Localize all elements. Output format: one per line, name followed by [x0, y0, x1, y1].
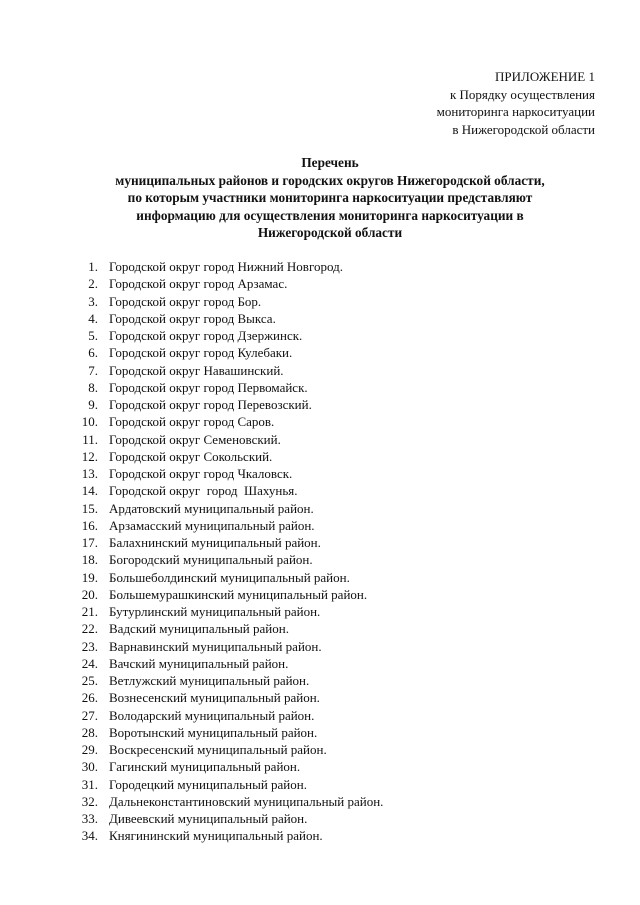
list-item	[76, 551, 383, 568]
list-item	[76, 413, 383, 430]
list-item-text: Городской округ город Нижний Новгород.	[109, 259, 343, 274]
list-item-text: Арзамасский муниципальный район.	[109, 517, 315, 533]
list-item-number: 1.	[88, 259, 98, 274]
list-item-text: Вознесенский муниципальный район.	[109, 690, 320, 706]
appendix-line: в Нижегородской области	[452, 121, 595, 137]
list-item-number: 33.	[81, 811, 98, 826]
list-item-number: 9.	[88, 397, 98, 412]
list-item-number: 31.	[81, 776, 98, 792]
list-item	[76, 689, 383, 706]
list-item-number: 7.	[88, 362, 98, 378]
list-item-number: 8.	[88, 379, 98, 395]
list-item-number: 26.	[81, 690, 98, 706]
list-item	[76, 500, 383, 517]
appendix-block	[437, 68, 595, 138]
list-item-number: 20.	[81, 586, 98, 602]
list-item	[76, 327, 383, 344]
list-item-number: 19.	[81, 569, 98, 585]
appendix-line: к Порядку осуществления	[449, 86, 595, 102]
list-item	[76, 448, 383, 465]
list-item-text: Городской округ город Первомайск.	[109, 379, 308, 395]
list-item-text: Володарский муниципальный район.	[109, 707, 315, 723]
list-item	[76, 344, 383, 361]
list-item-text: Княгининский муниципальный район.	[109, 828, 323, 844]
list-item	[76, 776, 383, 793]
list-item-number: 24.	[81, 655, 98, 671]
list-item-text: Городецкий муниципальный район.	[109, 776, 307, 792]
list-item-text: Городской округ город Шахунья.	[109, 483, 298, 499]
list-item-text: Богородский муниципальный район.	[109, 552, 313, 568]
list-item-number: 16.	[81, 517, 98, 533]
list-item	[76, 482, 383, 499]
list-item-number: 6.	[88, 345, 98, 361]
list-item	[76, 741, 383, 758]
list-item-text: Городской округ Сокольский.	[109, 448, 273, 464]
list-item-number: 22.	[81, 621, 98, 637]
document-heading	[60, 154, 600, 242]
heading-line: муниципальных районов и городских округов Нижегородской области,	[115, 172, 545, 188]
list-item-text: Городской округ Навашинский.	[109, 362, 284, 378]
list-item	[76, 517, 383, 534]
list-item-number: 25.	[81, 673, 98, 688]
list-item-number: 18.	[81, 552, 98, 568]
list-item	[76, 293, 383, 310]
list-item	[76, 810, 383, 827]
district-list	[76, 258, 383, 845]
list-item	[76, 569, 383, 586]
list-item	[76, 603, 383, 620]
list-item-number: 34.	[81, 828, 98, 844]
list-item-text: Городской округ город Бор.	[109, 293, 262, 309]
list-item-text: Городской округ город Арзамас.	[109, 276, 288, 292]
list-item	[76, 758, 383, 775]
list-item-text: Городской округ город Кулебаки.	[109, 345, 293, 361]
list-item	[76, 620, 383, 637]
list-item	[76, 638, 383, 655]
list-item-number: 3.	[88, 293, 98, 309]
heading-title: Перечень	[301, 155, 359, 170]
list-item	[76, 431, 383, 448]
appendix-line: мониторинга наркоситуации	[436, 104, 595, 119]
list-item	[76, 396, 383, 413]
list-item-number: 21.	[81, 604, 98, 619]
list-item-text: Городской округ город Выкса.	[109, 310, 276, 326]
list-item-number: 32.	[81, 793, 98, 809]
list-item-number: 28.	[81, 724, 98, 740]
list-item-number: 30.	[81, 759, 98, 775]
list-item	[76, 724, 383, 741]
heading-line: по которым участники мониторинга наркоситуации представляют	[127, 190, 533, 205]
list-item	[76, 310, 383, 327]
list-item-text: Дальнеконстантиновский муниципальный район.	[109, 793, 384, 809]
list-item-text: Воротынский муниципальный район.	[109, 724, 318, 740]
list-item-number: 29.	[81, 742, 98, 757]
list-item-number: 13.	[81, 466, 98, 481]
list-item-text: Ардатовский муниципальный район.	[109, 500, 314, 516]
list-item	[76, 534, 383, 551]
appendix-title: ПРИЛОЖЕНИЕ 1	[495, 69, 595, 84]
list-item	[76, 362, 383, 379]
list-item-number: 27.	[81, 707, 98, 723]
list-item-number: 2.	[88, 276, 98, 292]
list-item-text: Городской округ Семеновский.	[109, 431, 281, 447]
list-item-text: Бутурлинский муниципальный район.	[109, 604, 321, 619]
list-item	[76, 827, 383, 844]
list-item	[76, 586, 383, 603]
list-item	[76, 672, 383, 689]
list-item-text: Большемурашкинский муниципальный район.	[109, 586, 368, 602]
list-item-number: 5.	[88, 328, 98, 343]
list-item-number: 17.	[81, 535, 98, 550]
list-item	[76, 655, 383, 672]
list-item-number: 11.	[82, 431, 98, 447]
list-item	[76, 707, 383, 724]
list-item-text: Воскресенский муниципальный район.	[109, 742, 327, 757]
list-item-number: 4.	[88, 310, 98, 326]
heading-line: информацию для осуществления мониторинга наркоситуации в	[136, 207, 524, 223]
list-item-text: Вадский муниципальный район.	[109, 621, 289, 637]
list-item-text: Гагинский муниципальный район.	[109, 759, 301, 775]
list-item	[76, 793, 383, 810]
list-item-text: Балахнинский муниципальный район.	[109, 535, 321, 550]
list-item-text: Городской округ город Чкаловск.	[109, 466, 293, 481]
list-item	[76, 275, 383, 292]
list-item-text: Городской округ город Дзержинск.	[109, 328, 303, 343]
list-item	[76, 258, 383, 275]
list-item-number: 23.	[81, 638, 98, 654]
list-item	[76, 379, 383, 396]
list-item-text: Дивеевский муниципальный район.	[109, 811, 308, 826]
list-item-number: 14.	[81, 483, 98, 499]
heading-line: Нижегородской области	[257, 225, 403, 240]
list-item	[76, 465, 383, 482]
list-item-number: 12.	[81, 448, 98, 464]
list-item-text: Ветлужский муниципальный район.	[109, 673, 310, 688]
list-item-text: Городской округ город Саров.	[109, 414, 275, 430]
list-item-number: 15.	[81, 500, 98, 516]
list-item-text: Городской округ город Перевозский.	[109, 397, 312, 412]
list-item-text: Большеболдинский муниципальный район.	[109, 569, 350, 585]
list-item-text: Вачский муниципальный район.	[109, 655, 289, 671]
list-item-text: Варнавинский муниципальный район.	[109, 638, 322, 654]
list-item-number: 10.	[81, 414, 98, 430]
